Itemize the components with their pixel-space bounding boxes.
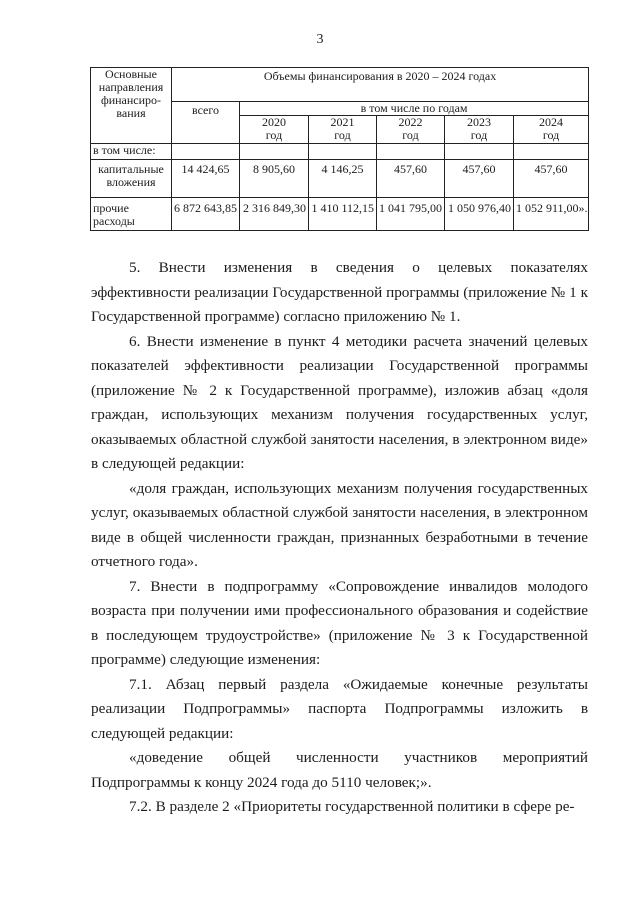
cell-2020: 8 905,60 <box>240 160 309 198</box>
paragraph-7-1: 7.1. Абзац первый раздела «Ожидаемые конечные результаты реализации Подпрограммы» паспорта Подпрограммы изложить в следующей редакции: <box>91 675 588 742</box>
year-2024-header: 2024 год <box>514 116 589 144</box>
cell-total: 6 872 643,85 <box>172 198 240 231</box>
cell-2024: 457,60 <box>514 160 589 198</box>
table-row <box>91 198 589 231</box>
header-total: всего <box>172 102 240 144</box>
year-2020-header: 2020 год <box>240 116 309 144</box>
including-label: в том числе: <box>91 144 172 160</box>
paragraph-7: 7. Внести в подпрограмму «Сопровождение инвалидов молодого возраста при получении ими профессионального образования и содействие в последующем трудоустройстве» (приложение № 3 к Государственной программе) следующие изменения: <box>91 577 588 668</box>
table-row <box>91 144 589 160</box>
cell-2022: 457,60 <box>377 160 445 198</box>
paragraph-6-quote: «доля граждан, использующих механизм получения государственных услуг, оказываемых областной службой занятости населения, в электронном виде в общей численности граждан, признанных безработными в течение отчетного года». <box>91 479 588 570</box>
year-2022-header: 2022 год <box>377 116 445 144</box>
cell-2020: 2 316 849,30 <box>240 198 309 231</box>
cell-2023: 1 050 976,40 <box>445 198 514 231</box>
row-label: капитальные вложения <box>91 160 172 198</box>
cell-2022: 1 041 795,00 <box>377 198 445 231</box>
paragraph-5: 5. Внести изменения в сведения о целевых показателях эффективности реализации Государственной программы (приложение № 1 к Государственной программе) согласно приложению № 1. <box>91 259 588 325</box>
row-label: прочие расходы <box>91 198 172 231</box>
paragraph-6: 6. Внести изменение в пункт 4 методики расчета значений целевых показателей эффективности реализации Государственной программы (приложение № 2 к Государственной программе), изложив абзац «доля граждан, использующих механизм получения государственных услуг, оказываемых областной службой занятости населения, в электронном виде» в следующей редакции: <box>91 332 588 472</box>
paragraph-7-2: 7.2. В разделе 2 «Приоритеты государственной политики в сфере ре- <box>129 798 575 815</box>
year-2021-header: 2021 год <box>309 116 377 144</box>
cell-2021: 4 146,25 <box>309 160 377 198</box>
paragraph-7-1-quote: «доведение общей численности участников мероприятий Подпрограммы к концу 2024 года до 5110 человек;». <box>91 749 588 791</box>
header-directions: Основные направления финансиро- вания <box>91 68 172 144</box>
year-2023-header: 2023 год <box>445 116 514 144</box>
cell-2023: 457,60 <box>445 160 514 198</box>
cell-2024: 1 052 911,00». <box>514 198 589 231</box>
body-text <box>91 256 588 820</box>
cell-2021: 1 410 112,15 <box>309 198 377 231</box>
table-row <box>91 160 589 198</box>
cell-total: 14 424,65 <box>172 160 240 198</box>
financing-table <box>90 67 589 231</box>
header-volumes: Объемы финансирования в 2020 – 2024 годах <box>172 68 589 102</box>
page-number: 3 <box>316 32 324 47</box>
header-by-years: в том числе по годам <box>240 102 589 116</box>
